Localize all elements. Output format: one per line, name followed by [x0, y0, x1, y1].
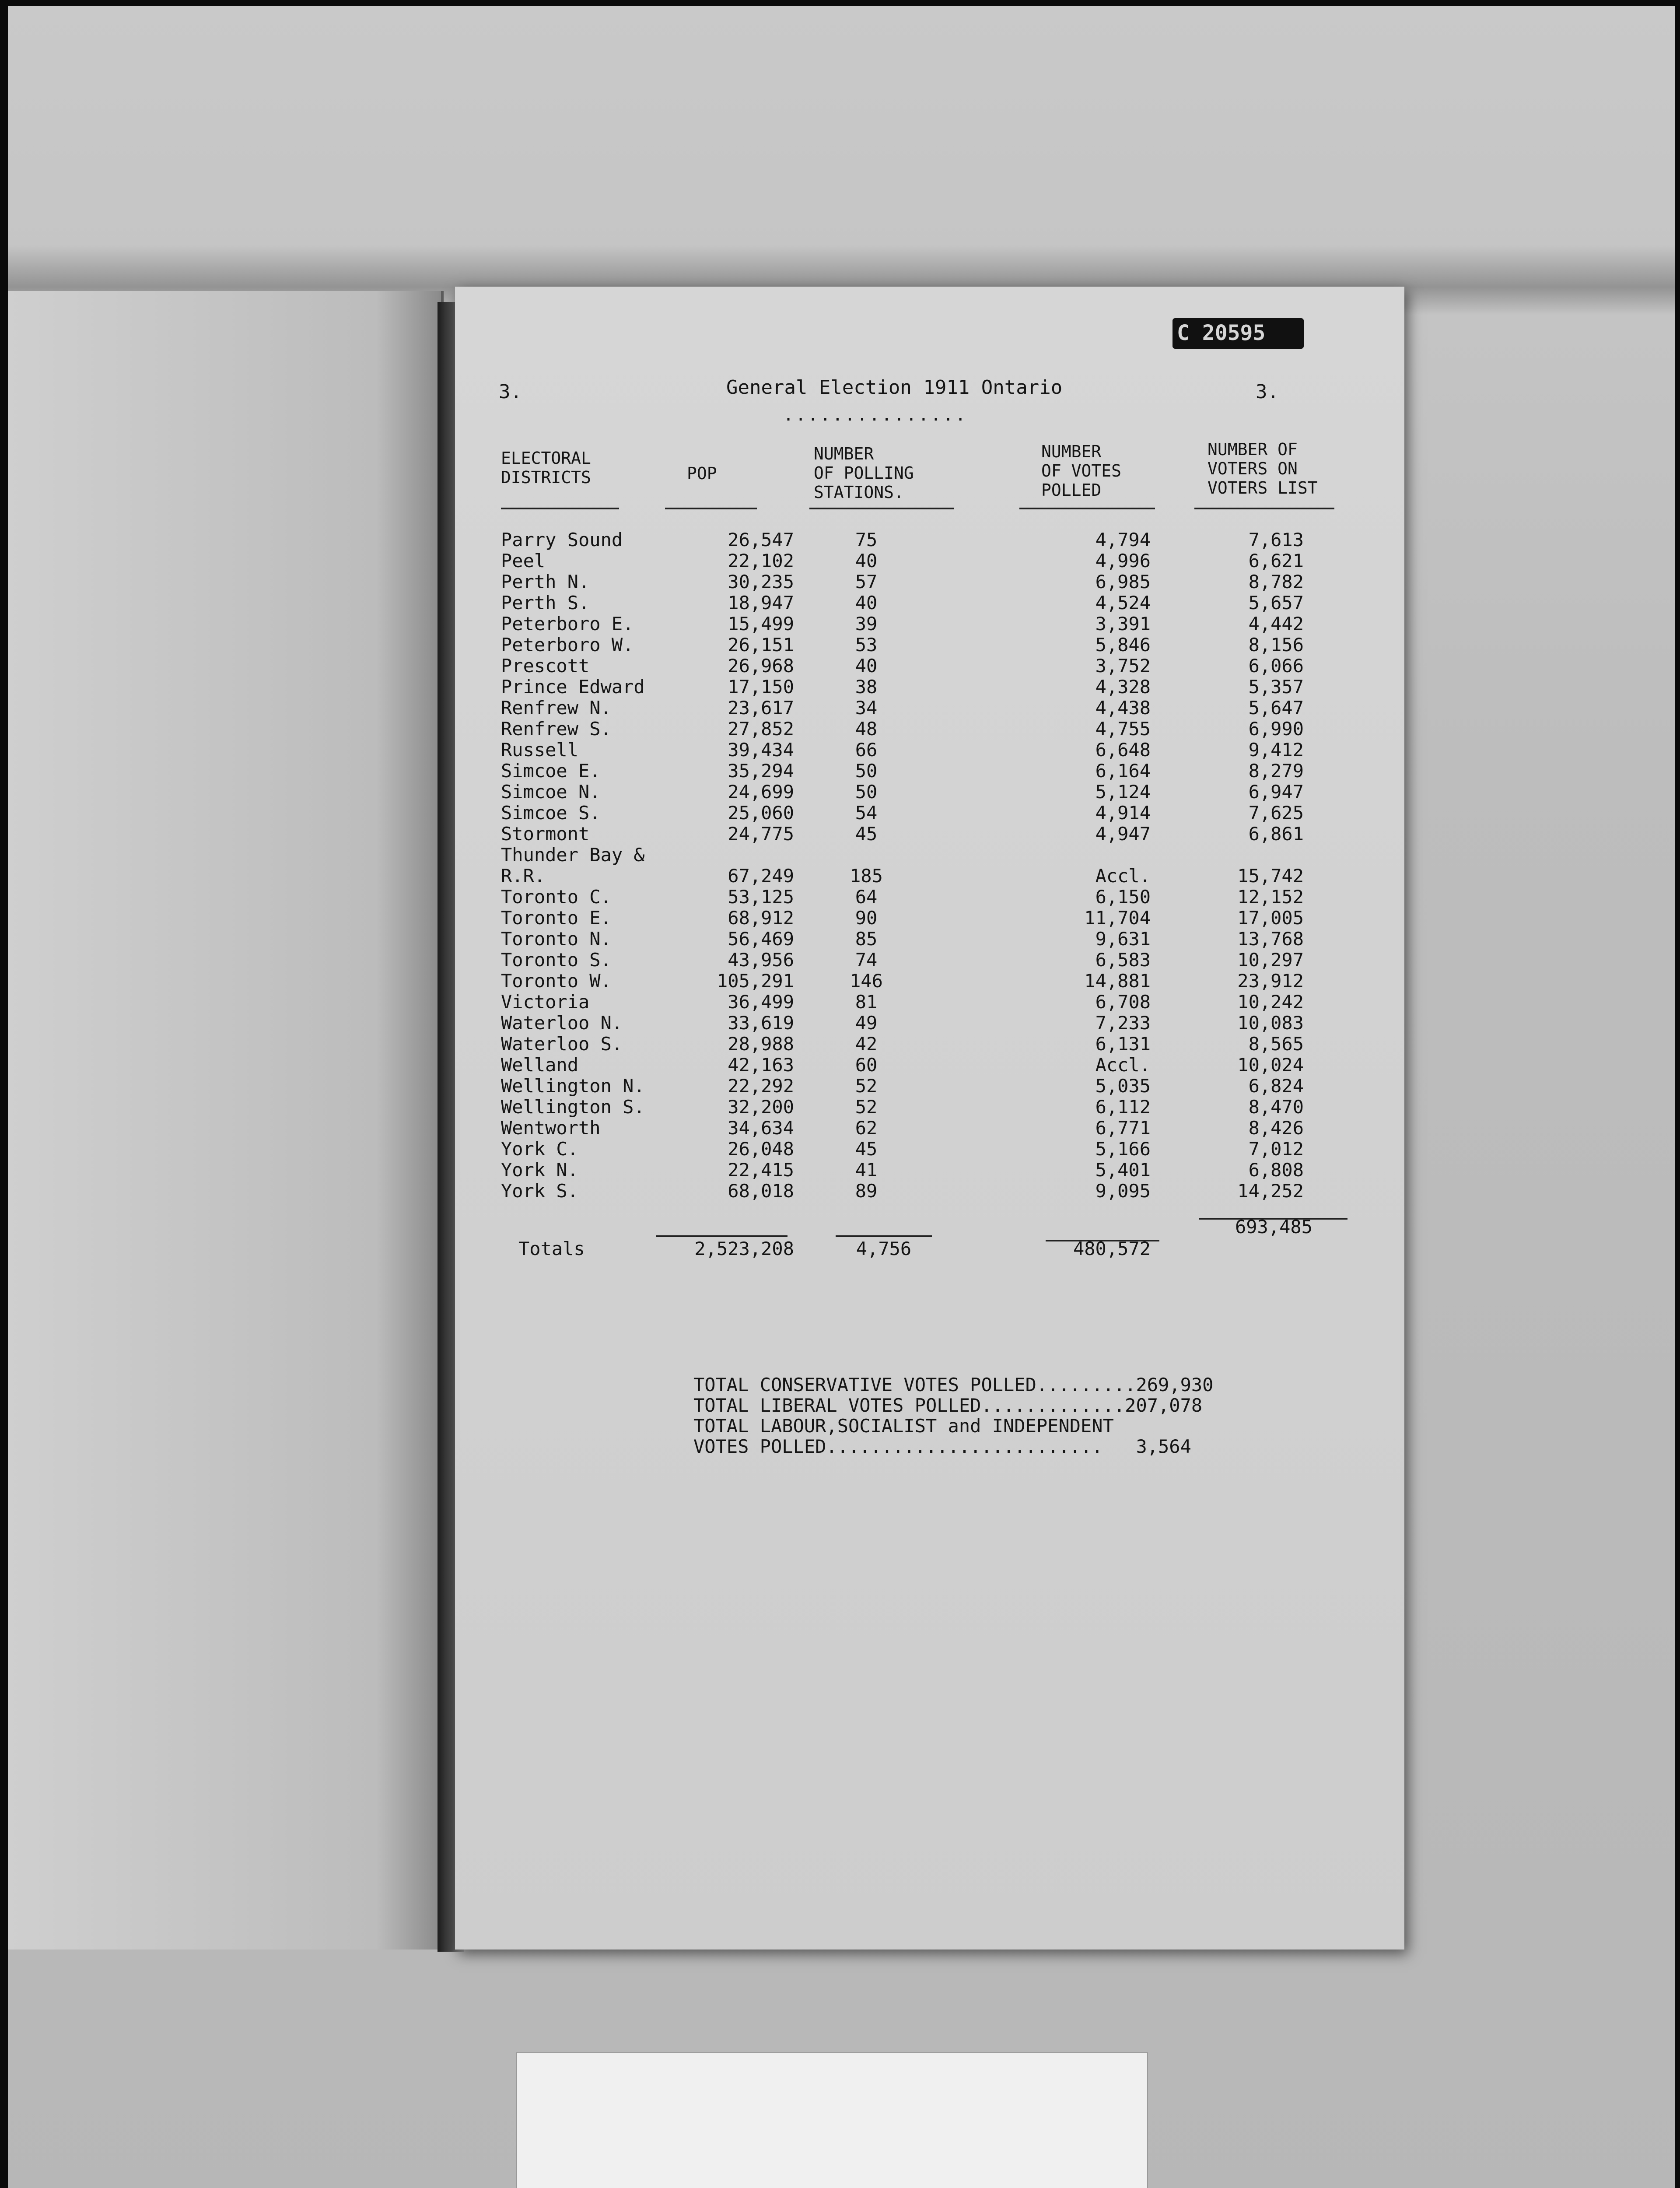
votes-polled-cell: 6,771	[1095, 1117, 1151, 1139]
district-cell: Peterboro E.	[501, 613, 634, 635]
header-rule-stations	[809, 508, 954, 509]
votes-polled-cell: 7,233	[1095, 1012, 1151, 1034]
pop-cell: 32,200	[728, 1096, 794, 1118]
voters-list-cell: 8,782	[1248, 571, 1304, 593]
votes-polled-cell: 6,131	[1095, 1033, 1151, 1055]
votes-polled-cell: 6,648	[1095, 739, 1151, 761]
voters-list-cell: 6,990	[1248, 718, 1304, 740]
table-row	[455, 1055, 1404, 1076]
stations-cell: 39	[855, 613, 878, 635]
voters-list-cell: 6,621	[1248, 550, 1304, 572]
table-row	[455, 1076, 1404, 1097]
pop-cell: 22,102	[728, 550, 794, 572]
votes-polled-cell: 9,631	[1095, 928, 1151, 950]
table-row	[455, 845, 1404, 866]
summary-labour-line1: TOTAL LABOUR,SOCIALIST and INDEPENDENT	[693, 1415, 1114, 1437]
page-number-right: 3.	[1256, 381, 1279, 403]
district-cell: Waterloo N.	[501, 1012, 623, 1034]
stations-cell: 40	[855, 655, 878, 677]
stations-cell: 62	[855, 1117, 878, 1139]
voters-list-cell: 5,657	[1248, 592, 1304, 614]
page-title: General Election 1911 Ontario	[726, 376, 1063, 399]
table-row	[455, 950, 1404, 971]
header-voters-list: NUMBER OF VOTERS ON VOTERS LIST	[1208, 440, 1318, 498]
table-row	[455, 887, 1404, 908]
votes-polled-cell: 5,124	[1095, 781, 1151, 803]
pop-cell: 27,852	[728, 718, 794, 740]
stations-cell: 53	[855, 634, 878, 656]
district-cell: Toronto S.	[501, 949, 612, 971]
votes-polled-cell: 4,996	[1095, 550, 1151, 572]
stations-cell: 52	[855, 1075, 878, 1097]
totals-polled: 480,572	[1073, 1238, 1151, 1259]
stations-cell: 74	[855, 949, 878, 971]
voters-list-cell: 4,442	[1248, 613, 1304, 635]
header-rule-voters	[1194, 508, 1334, 509]
district-cell: Perth N.	[501, 571, 590, 593]
district-cell: Perth S.	[501, 592, 590, 614]
totals-pop: 2,523,208	[694, 1238, 794, 1259]
voters-list-cell: 14,252	[1237, 1180, 1304, 1202]
table-row	[455, 1160, 1404, 1181]
stations-cell: 89	[855, 1180, 878, 1202]
stations-cell: 40	[855, 550, 878, 572]
table-row	[455, 719, 1404, 740]
votes-polled-cell: Accl.	[1095, 1054, 1151, 1076]
votes-polled-cell: 6,985	[1095, 571, 1151, 593]
district-cell: Prescott	[501, 655, 590, 677]
summary-liberal: TOTAL LIBERAL VOTES POLLED.............207,078	[693, 1395, 1203, 1416]
table-row	[455, 782, 1404, 803]
pop-cell: 24,699	[728, 781, 794, 803]
voters-list-cell: 8,156	[1248, 634, 1304, 656]
pop-cell: 36,499	[728, 991, 794, 1013]
pop-cell: 25,060	[728, 802, 794, 824]
table-row	[455, 866, 1404, 887]
stations-cell: 45	[855, 1138, 878, 1160]
pop-cell: 24,775	[728, 823, 794, 845]
district-cell: Welland	[501, 1054, 579, 1076]
pop-cell: 23,617	[728, 697, 794, 719]
table-row	[455, 635, 1404, 656]
voters-list-cell: 10,083	[1237, 1012, 1304, 1034]
voters-list-cell: 13,768	[1237, 928, 1304, 950]
table-row	[455, 1097, 1404, 1118]
district-cell: Peel	[501, 550, 546, 572]
table-row	[455, 698, 1404, 719]
district-cell: Toronto N.	[501, 928, 612, 950]
voters-list-cell: 8,279	[1248, 760, 1304, 782]
pop-cell: 34,634	[728, 1117, 794, 1139]
stations-cell: 81	[855, 991, 878, 1013]
voters-list-cell: 7,613	[1248, 529, 1304, 551]
pop-cell: 39,434	[728, 739, 794, 761]
district-cell: York N.	[501, 1159, 579, 1181]
voters-list-cell: 23,912	[1237, 970, 1304, 992]
stations-cell: 45	[855, 823, 878, 845]
district-cell: York C.	[501, 1138, 579, 1160]
totals-voters: 693,485	[1235, 1216, 1312, 1238]
voters-list-cell: 8,565	[1248, 1033, 1304, 1055]
votes-polled-cell: 4,328	[1095, 676, 1151, 698]
pop-cell: 68,018	[728, 1180, 794, 1202]
header-polled: NUMBER OF VOTES POLLED	[1041, 442, 1122, 500]
pop-cell: 26,151	[728, 634, 794, 656]
votes-polled-cell: 6,150	[1095, 886, 1151, 908]
votes-polled-cell: 6,112	[1095, 1096, 1151, 1118]
stations-cell: 57	[855, 571, 878, 593]
district-cell: Victoria	[501, 991, 590, 1013]
district-cell: Wellington N.	[501, 1075, 645, 1097]
header-districts: ELECTORAL DISTRICTS	[501, 449, 591, 487]
district-cell: Toronto W.	[501, 970, 612, 992]
voters-list-cell: 8,470	[1248, 1096, 1304, 1118]
district-cell: Renfrew N.	[501, 697, 612, 719]
header-rule-districts	[501, 508, 619, 509]
table-row	[455, 992, 1404, 1013]
stations-cell: 185	[850, 865, 883, 887]
pop-cell: 22,415	[728, 1159, 794, 1181]
voters-list-cell: 6,066	[1248, 655, 1304, 677]
voters-list-cell: 6,808	[1248, 1159, 1304, 1181]
voters-list-cell: 6,824	[1248, 1075, 1304, 1097]
totals-label: Totals	[518, 1238, 585, 1259]
header-stations: NUMBER OF POLLING STATIONS.	[814, 444, 914, 502]
stations-cell: 85	[855, 928, 878, 950]
pop-cell: 15,499	[728, 613, 794, 635]
votes-polled-cell: 4,524	[1095, 592, 1151, 614]
district-cell: Renfrew S.	[501, 718, 612, 740]
page-number-left: 3.	[499, 381, 522, 403]
voters-list-cell: 15,742	[1237, 865, 1304, 887]
stations-cell: 41	[855, 1159, 878, 1181]
stamp-text: C 20595	[1177, 321, 1266, 345]
header-rule-pop	[665, 508, 757, 509]
pop-cell: 53,125	[728, 886, 794, 908]
district-cell: Russell	[501, 739, 579, 761]
stations-cell: 49	[855, 1012, 878, 1034]
voters-list-cell: 7,012	[1248, 1138, 1304, 1160]
header-pop: POP	[687, 464, 717, 483]
table-row	[455, 929, 1404, 950]
voters-list-cell: 5,647	[1248, 697, 1304, 719]
table-row	[455, 1118, 1404, 1139]
stations-cell: 50	[855, 760, 878, 782]
stations-cell: 54	[855, 802, 878, 824]
table-row	[455, 1139, 1404, 1160]
summary-labour-line2: VOTES POLLED......................... 3,564	[693, 1436, 1191, 1457]
table-row	[455, 761, 1404, 782]
district-cell: Peterboro W.	[501, 634, 634, 656]
district-cell: York S.	[501, 1180, 579, 1202]
table-row	[455, 529, 1404, 551]
pop-cell: 26,547	[728, 529, 794, 551]
totals-rule-stations	[836, 1235, 932, 1237]
table-row	[455, 677, 1404, 698]
page-stamp	[1172, 318, 1304, 349]
pop-cell: 105,291	[716, 970, 794, 992]
votes-polled-cell: 4,755	[1095, 718, 1151, 740]
votes-polled-cell: 5,166	[1095, 1138, 1151, 1160]
table-row	[455, 971, 1404, 992]
pop-cell: 26,968	[728, 655, 794, 677]
table-row	[455, 824, 1404, 845]
left-page-bleedthrough	[17, 396, 410, 1928]
votes-polled-cell: 5,401	[1095, 1159, 1151, 1181]
voters-list-cell: 12,152	[1237, 886, 1304, 908]
table-row	[455, 614, 1404, 635]
district-cell: R.R.	[501, 865, 546, 887]
pop-cell: 18,947	[728, 592, 794, 614]
voters-list-cell: 17,005	[1237, 907, 1304, 929]
totals-rule-pop	[656, 1235, 788, 1237]
stations-cell: 90	[855, 907, 878, 929]
voters-list-cell: 10,297	[1237, 949, 1304, 971]
collection-card	[516, 2052, 1148, 2188]
stations-cell: 146	[850, 970, 883, 992]
votes-polled-cell: 4,438	[1095, 697, 1151, 719]
pop-cell: 26,048	[728, 1138, 794, 1160]
voters-list-cell: 6,861	[1248, 823, 1304, 845]
district-cell: Toronto E.	[501, 907, 612, 929]
pop-cell: 17,150	[728, 676, 794, 698]
votes-polled-cell: 3,391	[1095, 613, 1151, 635]
pop-cell: 30,235	[728, 571, 794, 593]
district-cell: Prince Edward	[501, 676, 645, 698]
votes-polled-cell: 14,881	[1084, 970, 1151, 992]
table-row	[455, 656, 1404, 677]
table-row	[455, 1034, 1404, 1055]
district-cell: Wellington S.	[501, 1096, 645, 1118]
left-page	[8, 291, 444, 1950]
table-row	[455, 1181, 1404, 1202]
votes-polled-cell: 9,095	[1095, 1180, 1151, 1202]
stations-cell: 50	[855, 781, 878, 803]
stations-cell: 38	[855, 676, 878, 698]
totals-stations: 4,756	[856, 1238, 912, 1259]
pop-cell: 22,292	[728, 1075, 794, 1097]
voters-list-cell: 6,947	[1248, 781, 1304, 803]
table-row	[455, 572, 1404, 593]
district-cell: Simcoe S.	[501, 802, 601, 824]
votes-polled-cell: Accl.	[1095, 865, 1151, 887]
stations-cell: 75	[855, 529, 878, 551]
pop-cell: 68,912	[728, 907, 794, 929]
votes-polled-cell: 6,164	[1095, 760, 1151, 782]
stations-cell: 48	[855, 718, 878, 740]
votes-polled-cell: 3,752	[1095, 655, 1151, 677]
district-cell: Simcoe N.	[501, 781, 601, 803]
district-cell: Wentworth	[501, 1117, 601, 1139]
pop-cell: 42,163	[728, 1054, 794, 1076]
stations-cell: 42	[855, 1033, 878, 1055]
votes-polled-cell: 11,704	[1084, 907, 1151, 929]
table-row	[455, 740, 1404, 761]
pop-cell: 67,249	[728, 865, 794, 887]
stations-cell: 52	[855, 1096, 878, 1118]
votes-polled-cell: 6,583	[1095, 949, 1151, 971]
district-cell: Waterloo S.	[501, 1033, 623, 1055]
totals-row	[455, 1216, 1404, 1259]
pop-cell: 35,294	[728, 760, 794, 782]
votes-polled-cell: 4,947	[1095, 823, 1151, 845]
votes-polled-cell: 5,035	[1095, 1075, 1151, 1097]
voters-list-cell: 5,357	[1248, 676, 1304, 698]
summary-conservative: TOTAL CONSERVATIVE VOTES POLLED.........269,930	[693, 1374, 1214, 1396]
voters-list-cell: 8,426	[1248, 1117, 1304, 1139]
voters-list-cell: 7,625	[1248, 802, 1304, 824]
district-cell: Parry Sound	[501, 529, 623, 551]
district-cell: Stormont	[501, 823, 590, 845]
pop-cell: 28,988	[728, 1033, 794, 1055]
pop-cell: 56,469	[728, 928, 794, 950]
stations-cell: 66	[855, 739, 878, 761]
stations-cell: 34	[855, 697, 878, 719]
table-row	[455, 1013, 1404, 1034]
district-cell: Thunder Bay &	[501, 844, 645, 866]
pop-cell: 33,619	[728, 1012, 794, 1034]
table-row	[455, 908, 1404, 929]
table-row	[455, 551, 1404, 572]
stations-cell: 60	[855, 1054, 878, 1076]
district-cell: Simcoe E.	[501, 760, 601, 782]
stations-cell: 64	[855, 886, 878, 908]
votes-polled-cell: 5,846	[1095, 634, 1151, 656]
voters-list-cell: 9,412	[1248, 739, 1304, 761]
votes-polled-cell: 6,708	[1095, 991, 1151, 1013]
title-dots: ...............	[783, 405, 968, 425]
table-row	[455, 803, 1404, 824]
stations-cell: 40	[855, 592, 878, 614]
document-page	[455, 287, 1404, 1950]
voters-list-cell: 10,242	[1237, 991, 1304, 1013]
table-row	[455, 593, 1404, 614]
votes-polled-cell: 4,914	[1095, 802, 1151, 824]
votes-polled-cell: 4,794	[1095, 529, 1151, 551]
district-cell: Toronto C.	[501, 886, 612, 908]
voters-list-cell: 10,024	[1237, 1054, 1304, 1076]
pop-cell: 43,956	[728, 949, 794, 971]
header-rule-polled	[1019, 508, 1155, 509]
